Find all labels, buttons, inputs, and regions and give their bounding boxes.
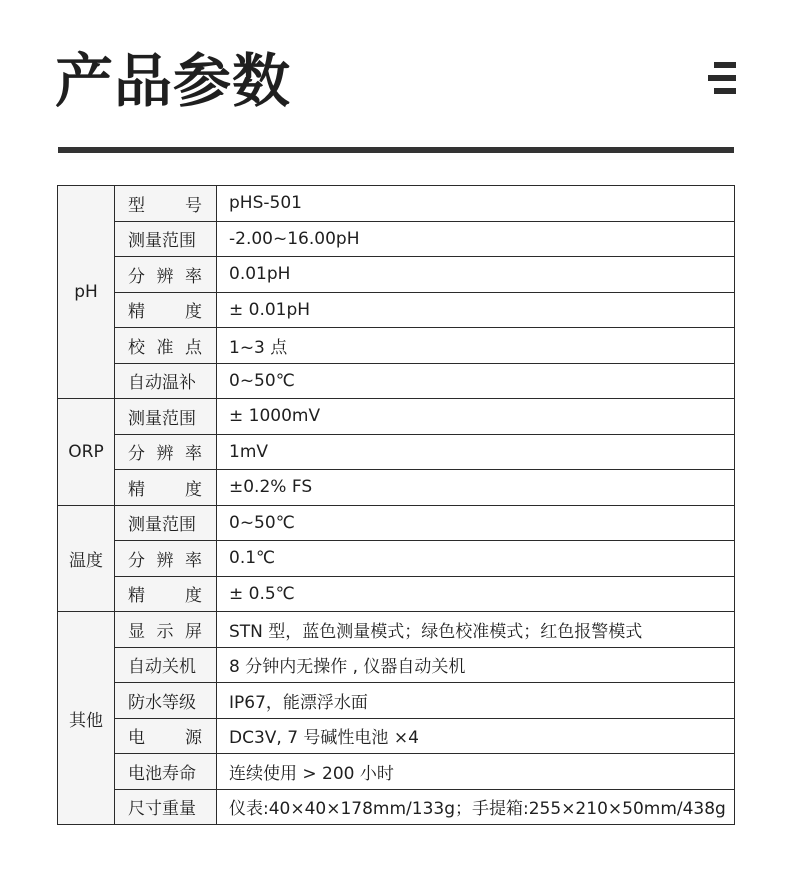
table-row [58,328,735,364]
spec-value: ±0.2% FS [217,470,735,506]
table-row [58,434,735,470]
table-row [58,612,735,648]
category-cell: pH [58,186,115,399]
spec-label: 自动关机 [115,647,217,683]
spec-label: 分 辨 率 [115,257,217,293]
spec-value: ± 0.5℃ [217,576,735,612]
spec-label: 测量范围 [115,221,217,257]
title-divider [58,147,734,153]
spec-value: 0~50℃ [217,505,735,541]
table-row [58,541,735,577]
spec-value: IP67，能漂浮水面 [217,683,735,719]
table-row [58,470,735,506]
spec-label: 测量范围 [115,505,217,541]
category-cell: 温度 [58,505,115,612]
spec-label: 校 准 点 [115,328,217,364]
spec-label: 电 源 [115,718,217,754]
spec-label: 分 辨 率 [115,541,217,577]
spec-label: 精 度 [115,576,217,612]
spec-value: STN 型，蓝色测量模式；绿色校准模式；红色报警模式 [217,612,735,648]
spec-value: 连续使用 > 200 小时 [217,754,735,790]
spec-value: 1~3 点 [217,328,735,364]
spec-label: 精 度 [115,292,217,328]
spec-label: 型 号 [115,186,217,222]
spec-value: ± 0.01pH [217,292,735,328]
table-row [58,754,735,790]
spec-label: 电池寿命 [115,754,217,790]
page-title: 产品参数 [55,47,292,115]
table-row [58,505,735,541]
spec-value: 0~50℃ [217,363,735,399]
spec-value: DC3V, 7 号碱性电池 ×4 [217,718,735,754]
spec-label: 防水等级 [115,683,217,719]
table-row [58,363,735,399]
menu-icon[interactable] [708,62,736,94]
table-row [58,292,735,328]
table-row [58,718,735,754]
spec-label: 尺寸重量 [115,789,217,825]
spec-label: 显 示 屏 [115,612,217,648]
spec-value: 1mV [217,434,735,470]
spec-value: pHS-501 [217,186,735,222]
spec-label: 测量范围 [115,399,217,435]
spec-value: 0.01pH [217,257,735,293]
spec-label: 精 度 [115,470,217,506]
spec-value: -2.00~16.00pH [217,221,735,257]
table-row [58,399,735,435]
table-row [58,683,735,719]
spec-value: ± 1000mV [217,399,735,435]
spec-label: 分 辨 率 [115,434,217,470]
spec-value: 8 分钟内无操作 , 仪器自动关机 [217,647,735,683]
table-row [58,789,735,825]
table-row [58,257,735,293]
table-row [58,576,735,612]
spec-table [57,185,735,825]
table-row [58,647,735,683]
spec-value: 仪表:40×40×178mm/133g；手提箱:255×210×50mm/438g [217,789,735,825]
category-cell: ORP [58,399,115,506]
category-cell: 其他 [58,612,115,825]
spec-label: 自动温补 [115,363,217,399]
table-row [58,186,735,222]
spec-value: 0.1℃ [217,541,735,577]
table-row [58,221,735,257]
